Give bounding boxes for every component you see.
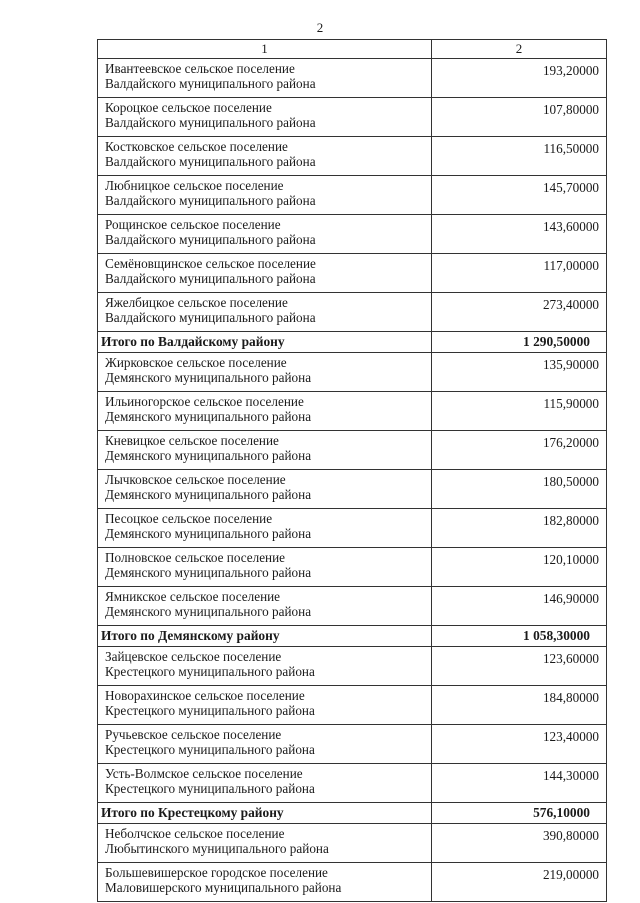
settlement-type-line: Полновское сельское поселение [105, 550, 286, 565]
settlement-name [98, 353, 432, 392]
settlement-district-line: Валдайского муниципального района [105, 271, 316, 286]
settlement-type-line: Костковское сельское поселение [105, 139, 288, 154]
settlement-row [98, 548, 607, 587]
settlement-district-line: Крестецкого муниципального района [105, 703, 315, 718]
settlement-row [98, 824, 607, 863]
settlement-type-line: Короцкое сельское поселение [105, 100, 272, 115]
settlement-district-line: Валдайского муниципального района [105, 154, 316, 169]
column-header-2: 2 [432, 40, 607, 59]
settlement-name [98, 98, 432, 137]
settlement-row [98, 647, 607, 686]
settlement-row [98, 686, 607, 725]
settlement-name [98, 686, 432, 725]
settlement-district-line: Крестецкого муниципального района [105, 781, 315, 796]
settlement-row [98, 98, 607, 137]
settlement-row [98, 431, 607, 470]
settlement-name [98, 431, 432, 470]
settlement-type-line: Новорахинское сельское поселение [105, 688, 305, 703]
district-total-row [98, 332, 607, 353]
settlement-amount: 390,80000 [432, 824, 607, 863]
settlement-name [98, 764, 432, 803]
settlement-district-line: Валдайского муниципального района [105, 76, 316, 91]
settlement-row [98, 293, 607, 332]
settlement-amount: 143,60000 [432, 215, 607, 254]
settlement-row [98, 353, 607, 392]
settlement-amount: 145,70000 [432, 176, 607, 215]
district-total-row [98, 626, 607, 647]
settlement-type-line: Рощинское сельское поселение [105, 217, 281, 232]
settlement-amount: 219,00000 [432, 863, 607, 902]
settlement-amount: 146,90000 [432, 587, 607, 626]
settlement-district-line: Валдайского муниципального района [105, 193, 316, 208]
settlement-type-line: Лычковское сельское поселение [105, 472, 286, 487]
settlement-name [98, 863, 432, 902]
settlement-amount: 123,40000 [432, 725, 607, 764]
district-total-label: Итого по Валдайскому району [98, 332, 432, 353]
settlement-district-line: Любытинского муниципального района [105, 841, 329, 856]
settlement-district-line: Демянского муниципального района [105, 409, 312, 424]
settlement-district-line: Демянского муниципального района [105, 487, 312, 502]
settlement-row [98, 863, 607, 902]
settlement-type-line: Яжелбицкое сельское поселение [105, 295, 288, 310]
allocation-table [97, 39, 607, 902]
settlement-amount: 184,80000 [432, 686, 607, 725]
settlement-row [98, 137, 607, 176]
settlement-row [98, 59, 607, 98]
settlement-amount: 117,00000 [432, 254, 607, 293]
settlement-type-line: Песоцкое сельское поселение [105, 511, 273, 526]
settlement-type-line: Кневицкое сельское поселение [105, 433, 279, 448]
settlement-type-line: Жирковское сельское поселение [105, 355, 287, 370]
settlement-amount: 176,20000 [432, 431, 607, 470]
settlement-district-line: Валдайского муниципального района [105, 232, 316, 247]
settlement-row [98, 392, 607, 431]
settlement-name [98, 548, 432, 587]
district-total-row [98, 803, 607, 824]
settlement-amount: 273,40000 [432, 293, 607, 332]
settlement-name [98, 215, 432, 254]
settlement-type-line: Ивантеевское сельское поселение [105, 61, 295, 76]
settlement-type-line: Усть-Волмское сельское поселение [105, 766, 303, 781]
settlement-district-line: Валдайского муниципального района [105, 115, 316, 130]
settlement-district-line: Крестецкого муниципального района [105, 742, 315, 757]
settlement-row [98, 725, 607, 764]
settlement-name [98, 392, 432, 431]
settlement-type-line: Ямникское сельское поселение [105, 589, 281, 604]
settlement-amount: 123,60000 [432, 647, 607, 686]
settlement-type-line: Неболчское сельское поселение [105, 826, 285, 841]
settlement-row [98, 764, 607, 803]
page-number: 2 [316, 20, 324, 35]
settlement-name [98, 824, 432, 863]
table-header-row [98, 40, 607, 59]
settlement-row [98, 176, 607, 215]
settlement-district-line: Маловишерского муниципального района [105, 880, 342, 895]
district-total-value: 1 058,30000 [432, 626, 607, 647]
district-total-label: Итого по Демянскому району [98, 626, 432, 647]
settlement-district-line: Демянского муниципального района [105, 526, 312, 541]
settlement-name [98, 176, 432, 215]
settlement-name [98, 509, 432, 548]
table-body [98, 59, 607, 902]
column-header-1: 1 [98, 40, 432, 59]
settlement-amount: 180,50000 [432, 470, 607, 509]
settlement-type-line: Зайцевское сельское поселение [105, 649, 282, 664]
settlement-district-line: Демянского муниципального района [105, 448, 312, 463]
settlement-type-line: Ручьевское сельское поселение [105, 727, 282, 742]
settlement-amount: 115,90000 [432, 392, 607, 431]
district-total-value: 576,10000 [432, 803, 607, 824]
settlement-amount: 144,30000 [432, 764, 607, 803]
settlement-type-line: Семёновщинское сельское поселение [105, 256, 316, 271]
settlement-row [98, 509, 607, 548]
settlement-type-line: Любницкое сельское поселение [105, 178, 284, 193]
settlement-amount: 116,50000 [432, 137, 607, 176]
settlement-row [98, 215, 607, 254]
settlement-amount: 193,20000 [432, 59, 607, 98]
settlement-row [98, 470, 607, 509]
settlement-district-line: Крестецкого муниципального района [105, 664, 315, 679]
settlement-amount: 120,10000 [432, 548, 607, 587]
settlement-name [98, 470, 432, 509]
settlement-name [98, 587, 432, 626]
settlement-amount: 135,90000 [432, 353, 607, 392]
settlement-row [98, 587, 607, 626]
settlement-amount: 107,80000 [432, 98, 607, 137]
settlement-district-line: Валдайского муниципального района [105, 310, 316, 325]
settlement-name [98, 725, 432, 764]
settlement-district-line: Демянского муниципального района [105, 604, 312, 619]
settlement-district-line: Демянского муниципального района [105, 565, 312, 580]
settlement-type-line: Большевишерское городское поселение [105, 865, 328, 880]
district-total-value: 1 290,50000 [432, 332, 607, 353]
settlement-name [98, 293, 432, 332]
settlement-amount: 182,80000 [432, 509, 607, 548]
district-total-label: Итого по Крестецкому району [98, 803, 432, 824]
settlement-name [98, 254, 432, 293]
settlement-name [98, 59, 432, 98]
settlement-type-line: Ильиногорское сельское поселение [105, 394, 304, 409]
settlement-name [98, 647, 432, 686]
settlement-row [98, 254, 607, 293]
settlement-name [98, 137, 432, 176]
settlement-district-line: Демянского муниципального района [105, 370, 312, 385]
